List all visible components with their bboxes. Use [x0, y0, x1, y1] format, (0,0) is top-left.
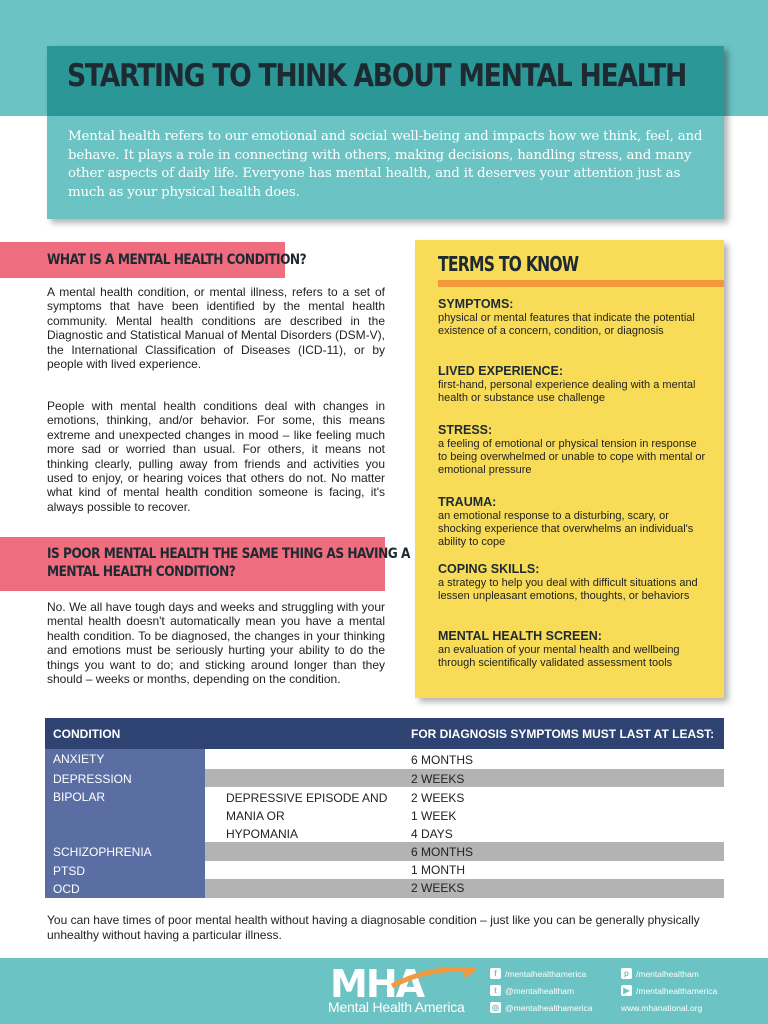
- condition-cell: OCD: [45, 879, 205, 898]
- term-title: STRESS:: [438, 423, 493, 437]
- pinterest-icon: p: [621, 968, 632, 979]
- term-definition: an evaluation of your mental health and wellbeing through scientifically validated assessment tools: [438, 644, 680, 670]
- terms-underline: [438, 280, 724, 287]
- row-shading: [205, 879, 724, 898]
- terms-heading: TERMS TO KNOW: [438, 252, 579, 276]
- row-shading: [205, 769, 724, 787]
- logo-letters: MHA: [330, 964, 424, 1000]
- term-title: TRAUMA:: [438, 495, 497, 509]
- section-heading-line-2: MENTAL HEALTH CONDITION?: [47, 564, 236, 580]
- table-header: [45, 718, 724, 749]
- section-heading-poor-health: [0, 537, 410, 591]
- term-coping-skills: [438, 562, 708, 603]
- table-row: [45, 749, 724, 769]
- page-title: STARTING TO THINK ABOUT MENTAL HEALTH: [67, 58, 686, 94]
- detail-cell-line: DEPRESSIVE EPISODE AND: [226, 791, 388, 805]
- condition-cell: PTSD: [45, 861, 205, 879]
- youtube-handle: /mentalhealthamerica: [636, 986, 718, 996]
- section-heading-line-1: IS POOR MENTAL HEALTH THE SAME THING AS HAVING A: [47, 546, 410, 562]
- term-definition: first-hand, personal experience dealing with a mental health or substance use challenge: [438, 379, 696, 405]
- instagram-handle: @mentalhealthamerica: [505, 1003, 593, 1013]
- section-heading-text: WHAT IS A MENTAL HEALTH CONDITION?: [47, 252, 307, 268]
- term-stress: [438, 423, 708, 478]
- facebook-handle: /mentalhealthamerica: [505, 969, 587, 979]
- table-row: [45, 842, 724, 861]
- table-row: [45, 879, 724, 898]
- term-definition: a feeling of emotional or physical tension in response to being overwhelmed or unable to cope with mental or emotional pressure: [438, 438, 706, 477]
- pinterest-handle: /mentalhealtham: [636, 969, 699, 979]
- duration-cell: 1 MONTH: [411, 863, 465, 877]
- instagram-icon: ◎: [490, 1002, 501, 1013]
- condition-cell: SCHIZOPHRENIA: [45, 842, 205, 861]
- column-header-condition: CONDITION: [53, 727, 121, 741]
- term-trauma: [438, 495, 708, 550]
- column-header-duration: FOR DIAGNOSIS SYMPTOMS MUST LAST AT LEAST:: [411, 727, 715, 741]
- section-heading-condition: [0, 242, 307, 278]
- twitter-icon: t: [490, 985, 501, 996]
- duration-cell: 6 MONTHS: [411, 845, 474, 859]
- youtube-icon: ▶: [621, 985, 632, 996]
- term-definition: an emotional response to a disturbing, scary, or shocking experience that overwhelms an individual's ability to cope: [438, 510, 694, 549]
- website-link[interactable]: [621, 1002, 702, 1014]
- condition-paragraph-1: A mental health condition, or mental illness, refers to a set of symptoms that have been identified by the mental health community. Mental health conditions are described in the Diagnostic and Statistical Manual of Mental Disorders (DSM-V), the International Classification of Diseases (ICD-11), or by people with lived experience.: [47, 285, 385, 372]
- term-symptoms: [438, 297, 708, 338]
- twitter-link[interactable]: [490, 985, 574, 997]
- brand-name: Mental Health America: [328, 999, 465, 1015]
- website-url: www.mhanational.org: [621, 1003, 703, 1013]
- footer-note: You can have times of poor mental health without having a diagnosable condition – just like you can be generally physically unhealthy without having a particular illness.: [47, 913, 700, 942]
- condition-cell: DEPRESSION: [45, 769, 205, 787]
- condition-cell: ANXIETY: [45, 749, 205, 769]
- duration-cell: 6 MONTHS: [411, 753, 474, 767]
- duration-cell-line: 2 WEEKS: [411, 791, 465, 805]
- table-row: [45, 769, 724, 787]
- intro-box: [47, 116, 724, 219]
- pinterest-link[interactable]: [621, 968, 699, 980]
- duration-cell: 2 WEEKS: [411, 772, 465, 786]
- term-title: COPING SKILLS:: [438, 562, 540, 576]
- poor-health-paragraph: No. We all have tough days and weeks and struggling with your mental health doesn't automatically mean you have a mental health condition. To be diagnosed, the changes in your thinking and emotions must be seriously hurting your ability to do the things you want to do; and sticking around longer than they should – weeks or months, depending on the condition.: [47, 600, 385, 687]
- mha-logo: [330, 964, 476, 1000]
- duration-cell: 2 WEEKS: [411, 881, 465, 895]
- facebook-icon: f: [490, 968, 501, 979]
- term-definition: physical or mental features that indicate the potential existence of a concern, condition, or diagnosis: [438, 312, 695, 338]
- detail-cell-line: HYPOMANIA: [226, 827, 299, 841]
- term-title: SYMPTOMS:: [438, 297, 514, 311]
- title-box: [47, 46, 724, 116]
- table-row: [45, 787, 724, 842]
- term-title: LIVED EXPERIENCE:: [438, 364, 564, 378]
- term-lived-experience: [438, 364, 708, 405]
- instagram-link[interactable]: [490, 1002, 593, 1014]
- intro-text: Mental health refers to our emotional and social well-being and impacts how we think, feel, and behave. It plays a role in connecting with others, making decisions, handling stress, and many other aspects of daily life. Everyone has mental health, and it deserves your attention just as much as your physical health does.: [68, 129, 703, 200]
- facebook-link[interactable]: [490, 968, 586, 980]
- duration-cell-line: 4 DAYS: [411, 827, 453, 841]
- detail-cell-line: MANIA OR: [226, 809, 285, 823]
- term-title: MENTAL HEALTH SCREEN:: [438, 629, 602, 643]
- table-row: [45, 861, 724, 879]
- term-definition: a strategy to help you deal with difficult situations and lessen unpleasant emotions, thoughts, or behaviors: [438, 577, 698, 603]
- duration-cell-line: 1 WEEK: [411, 809, 457, 823]
- youtube-link[interactable]: [621, 985, 717, 997]
- term-mental-health-screen: [438, 629, 708, 670]
- condition-cell: BIPOLAR: [45, 787, 205, 842]
- twitter-handle: @mentalhealtham: [505, 986, 575, 996]
- condition-paragraph-2: People with mental health conditions deal with changes in emotions, thinking, and/or behavior. For some, this means extreme and unexpected changes in mood – like feeling much more sad or worried than usual. For others, it means not thinking clearly, pulling away from friends and activities you used to enjoy, or hearing voices that others do not. No matter what kind of mental health condition someone is facing, it's always possible to recover.: [47, 399, 385, 514]
- terms-box: [415, 240, 724, 698]
